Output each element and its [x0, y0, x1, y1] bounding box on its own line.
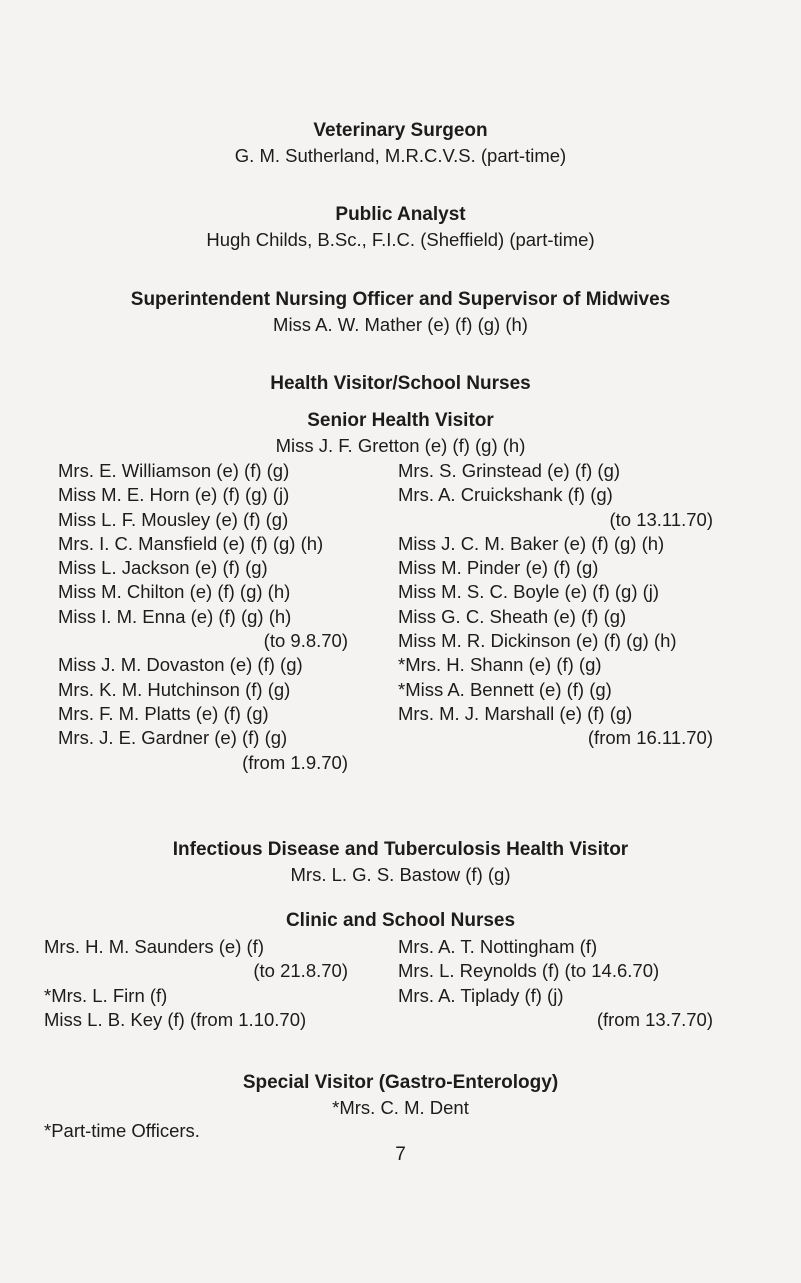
analyst-name: Hugh Childs, B.Sc., F.I.C. (Sheffield) (part-time) — [206, 229, 595, 250]
analyst-heading: Public Analyst — [335, 204, 466, 225]
list-item: Mrs. A. Tiplady (f) (j) — [398, 984, 564, 1006]
clinic-heading: Clinic and School Nurses — [285, 910, 516, 931]
list-item: Mrs. K. M. Hutchinson (f) (g) — [58, 678, 291, 700]
list-item: *Mrs. L. Firn (f) — [44, 984, 168, 1006]
footnote: *Part-time Officers. — [44, 1120, 200, 1141]
list-item: Mrs. A. Cruickshank (f) (g) — [398, 484, 613, 506]
list-item-date: (to 9.8.70) — [263, 630, 348, 652]
list-item: Mrs. I. C. Mansfield (e) (f) (g) (h) — [58, 532, 324, 554]
list-item: Miss M. R. Dickinson (e) (f) (g) (h) — [398, 630, 677, 652]
list-item: Mrs. L. Reynolds (f) (to 14.6.70) — [398, 960, 660, 982]
list-item: Miss L. B. Key (f) (from 1.10.70) — [44, 1008, 307, 1030]
list-item: Miss G. C. Sheath (e) (f) (g) — [398, 605, 627, 627]
health-visitors-heading: Health Visitor/School Nurses — [270, 373, 531, 394]
list-item: Miss I. M. Enna (e) (f) (g) (h) — [58, 605, 292, 627]
superintendent-name: Miss A. W. Mather (e) (f) (g) (h) — [273, 314, 528, 335]
special-heading: Special Visitor (Gastro-Enterology) — [242, 1072, 559, 1093]
list-item: Mrs. S. Grinstead (e) (f) (g) — [398, 460, 621, 481]
page-number: 7 — [395, 1144, 406, 1165]
senior-health-visitor-name: Miss J. F. Gretton (e) (f) (g) (h) — [275, 435, 526, 456]
list-item: Mrs. H. M. Saunders (e) (f) — [44, 936, 264, 957]
list-item: Mrs. M. J. Marshall (e) (f) (g) — [398, 702, 633, 724]
list-item: Mrs. J. E. Gardner (e) (f) (g) — [58, 727, 288, 749]
veterinary-heading: Veterinary Surgeon — [313, 120, 488, 141]
senior-health-visitor-heading: Senior Health Visitor — [307, 410, 494, 431]
veterinary-name: G. M. Sutherland, M.R.C.V.S. (part-time) — [234, 145, 567, 166]
list-item-date: (from 1.9.70) — [242, 751, 348, 773]
list-item: Mrs. E. Williamson (e) (f) (g) — [58, 460, 290, 481]
superintendent-heading: Superintendent Nursing Officer and Supervisor of Midwives — [130, 289, 671, 310]
list-item: *Miss A. Bennett (e) (f) (g) — [398, 678, 612, 700]
list-item: Miss L. F. Mousley (e) (f) (g) — [58, 508, 289, 530]
list-item-date: (to 21.8.70) — [253, 960, 348, 982]
health-visitors-right-column — [398, 459, 713, 751]
list-item: Miss M. E. Horn (e) (f) (g) (j) — [58, 484, 290, 506]
list-item-date: (from 13.7.70) — [596, 1008, 713, 1030]
list-item: Miss J. C. M. Baker (e) (f) (g) (h) — [398, 532, 665, 554]
list-item: Mrs. A. T. Nottingham (f) — [398, 936, 598, 957]
list-item: Miss J. M. Dovaston (e) (f) (g) — [58, 654, 303, 676]
clinic-right-column — [398, 935, 713, 1032]
list-item: *Mrs. H. Shann (e) (f) (g) — [398, 654, 602, 676]
list-item-date: (to 13.11.70) — [609, 508, 713, 530]
infectious-name: Mrs. L. G. S. Bastow (f) (g) — [290, 864, 511, 885]
infectious-heading: Infectious Disease and Tuberculosis Health Visitor — [172, 839, 629, 860]
health-visitors-left-column — [58, 459, 348, 775]
list-item-date: (from 16.11.70) — [587, 727, 713, 749]
list-item: Miss M. S. C. Boyle (e) (f) (g) (j) — [398, 581, 660, 603]
list-item: Mrs. F. M. Platts (e) (f) (g) — [58, 702, 269, 724]
list-item: Miss L. Jackson (e) (f) (g) — [58, 557, 268, 579]
clinic-left-column — [44, 935, 348, 1032]
special-name: *Mrs. C. M. Dent — [332, 1097, 469, 1118]
list-item: Miss M. Pinder (e) (f) (g) — [398, 557, 599, 579]
list-item: Miss M. Chilton (e) (f) (g) (h) — [58, 581, 291, 603]
